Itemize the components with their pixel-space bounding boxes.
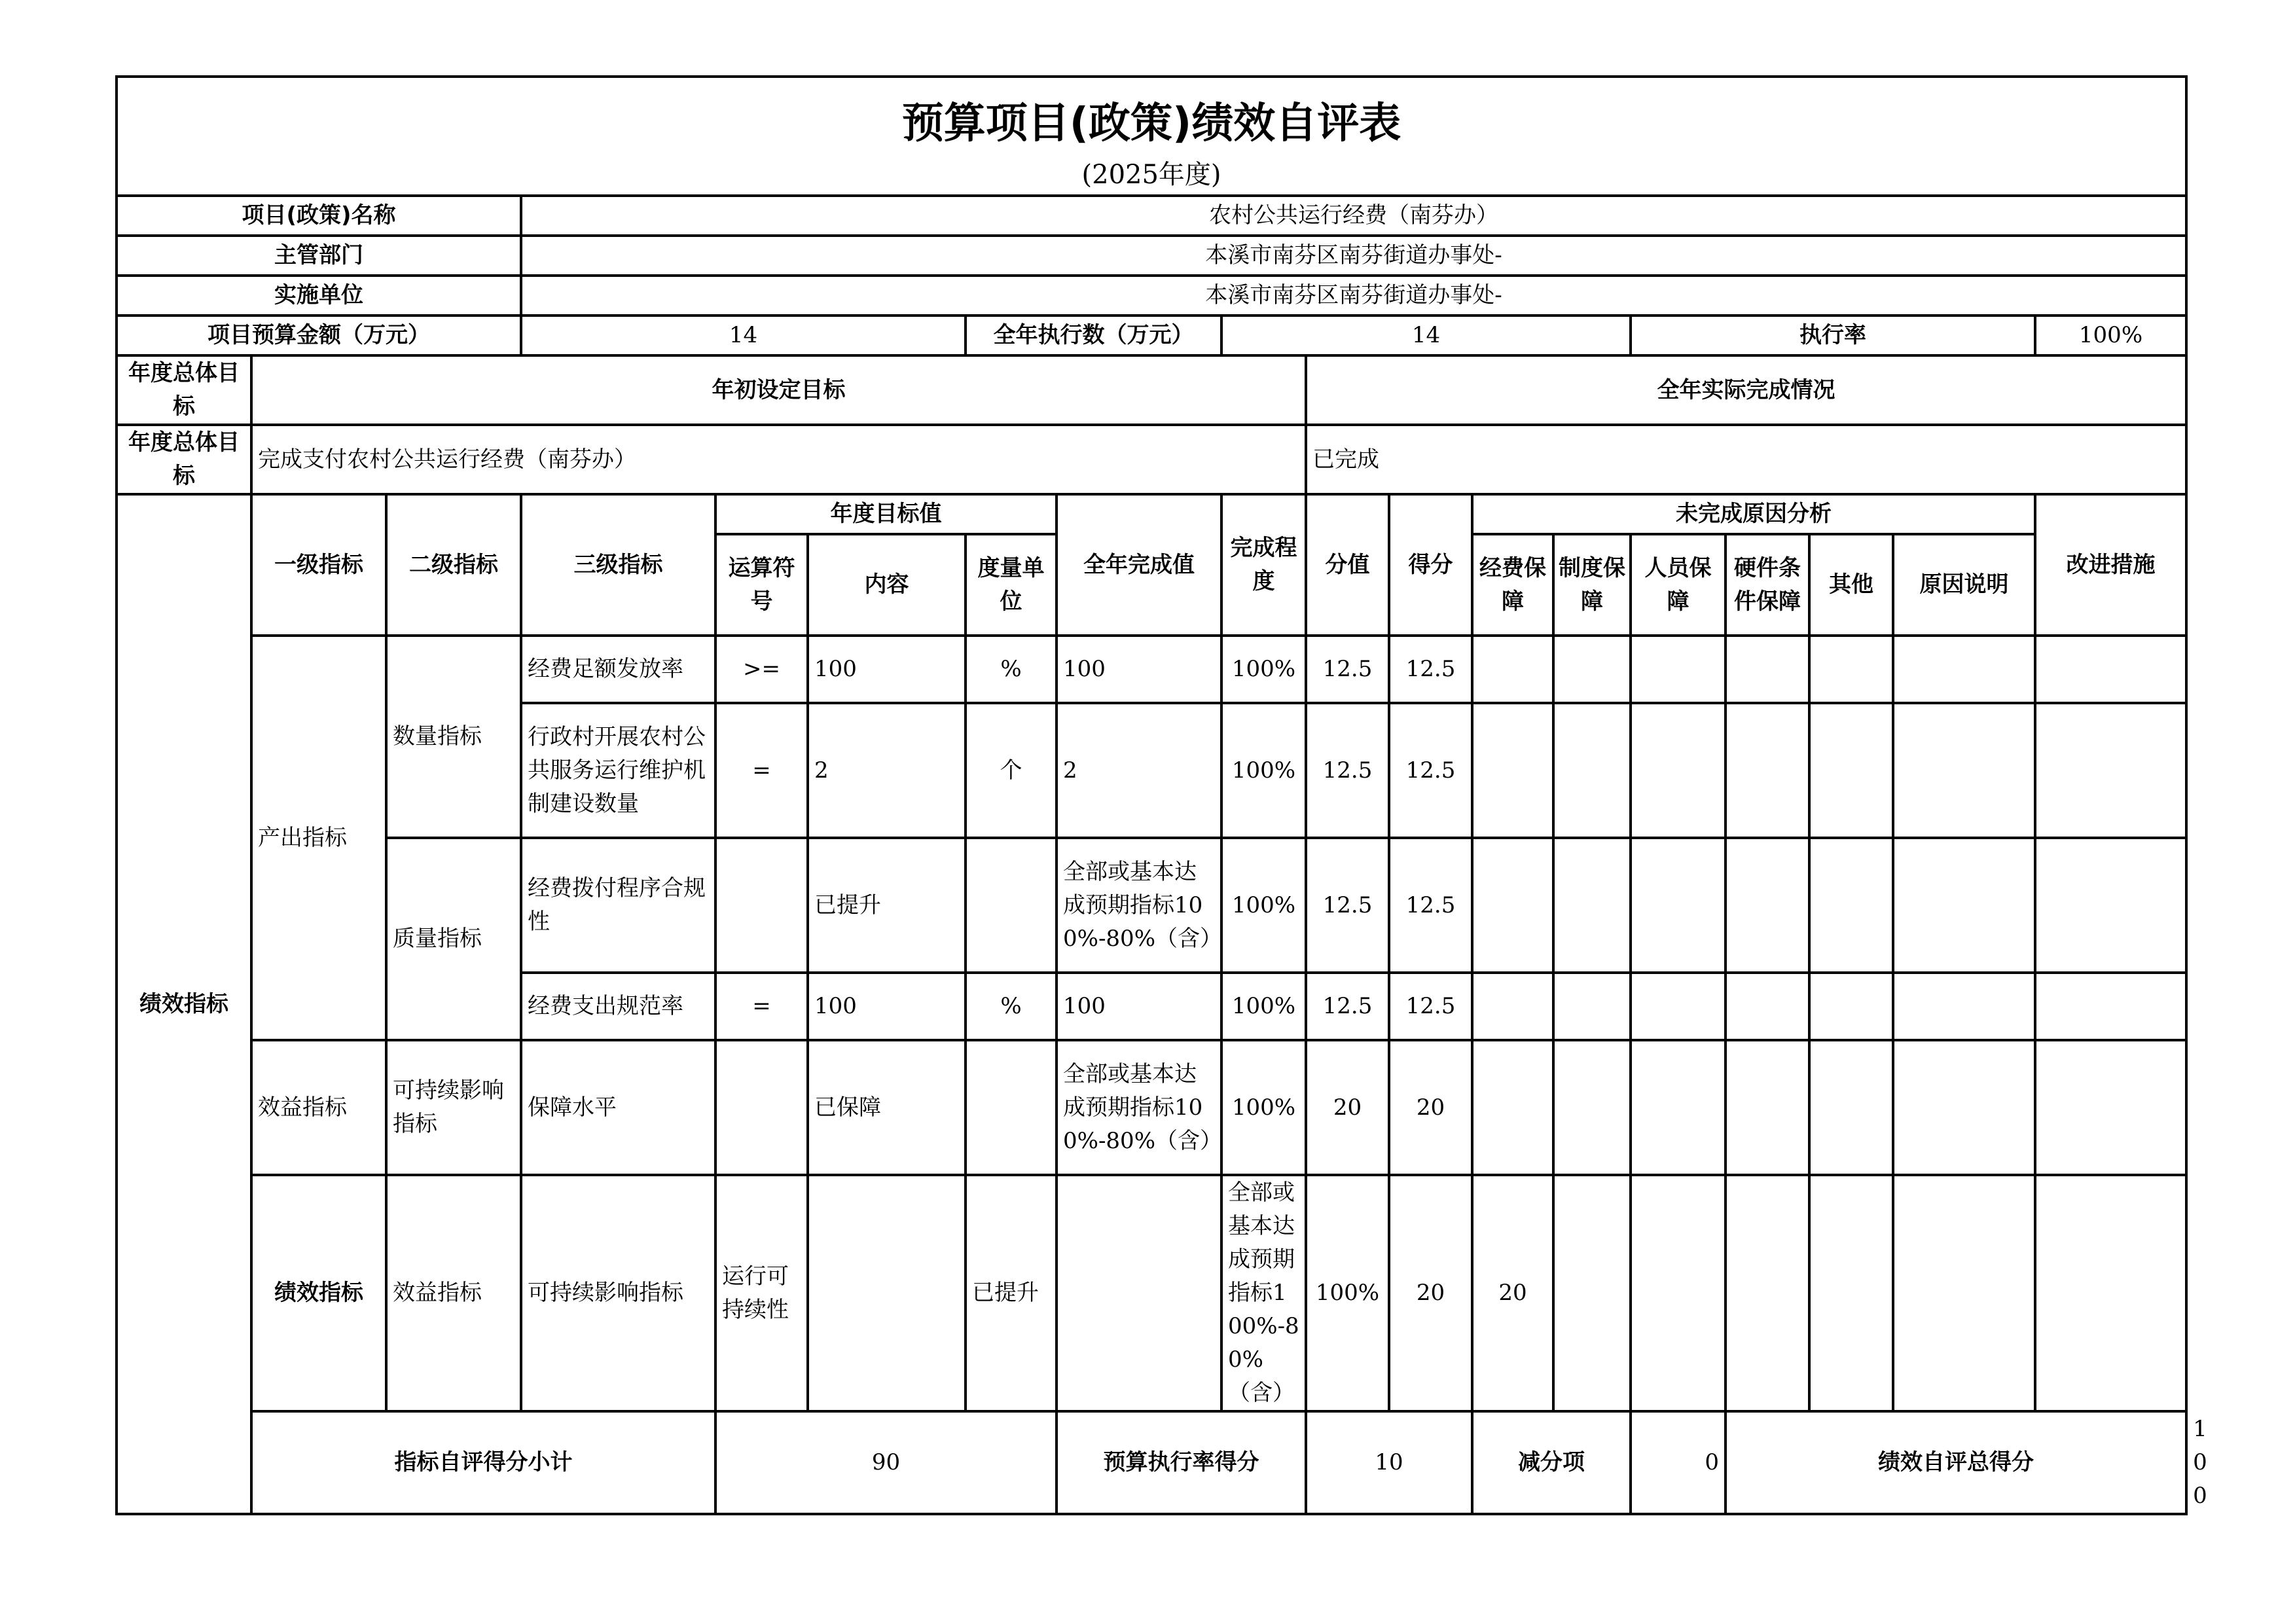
improve-header: 改进措施 bbox=[2035, 494, 2186, 636]
goal-actual-header: 全年实际完成情况 bbox=[1306, 355, 2186, 425]
row-op: = bbox=[715, 703, 808, 838]
empty-cell bbox=[1809, 1040, 1893, 1175]
row-op: = bbox=[715, 973, 808, 1040]
table-row bbox=[117, 838, 2186, 973]
row-content: 100 bbox=[808, 636, 966, 703]
benefit-indicator-label: 效益指标 bbox=[251, 1040, 386, 1175]
row-score: 20 bbox=[1389, 1040, 1472, 1175]
empty-cell bbox=[1631, 973, 1726, 1040]
row-score: 20 bbox=[1472, 1175, 1553, 1411]
row-name: 保障水平 bbox=[521, 1040, 715, 1175]
row-unit bbox=[966, 1040, 1057, 1175]
system-header: 制度保障 bbox=[1553, 534, 1631, 636]
empty-cell bbox=[1809, 838, 1893, 973]
empty-cell bbox=[1726, 1175, 1809, 1411]
dept-value: 本溪市南芬区南芬街道办事处- bbox=[521, 236, 2186, 276]
empty-cell bbox=[1631, 1175, 1726, 1411]
title-cell bbox=[117, 77, 2186, 155]
empty-cell bbox=[1809, 973, 1893, 1040]
empty-cell bbox=[1553, 636, 1631, 703]
table-row bbox=[117, 636, 2186, 703]
content-header: 内容 bbox=[808, 534, 966, 636]
row-op bbox=[715, 1040, 808, 1175]
row-score: 12.5 bbox=[1389, 838, 1472, 973]
row-content: 已提升 bbox=[808, 838, 966, 973]
score-header: 得分 bbox=[1389, 494, 1472, 636]
row-value: 12.5 bbox=[1306, 636, 1389, 703]
row-name: 运行可持续性 bbox=[715, 1175, 808, 1411]
empty-cell bbox=[1726, 1040, 1809, 1175]
row-op bbox=[715, 838, 808, 973]
deduct-value: 0 bbox=[1631, 1411, 1726, 1514]
empty-cell bbox=[1893, 838, 2035, 973]
level1-header: 一级指标 bbox=[251, 494, 386, 636]
row-done: 全部或基本达成预期指标100%-80%（含） bbox=[1057, 1040, 1221, 1175]
goal-set-header: 年初设定目标 bbox=[251, 355, 1306, 425]
row-degree: 100% bbox=[1221, 1040, 1306, 1175]
empty-cell bbox=[1553, 1040, 1631, 1175]
empty-cell bbox=[2035, 636, 2186, 703]
row-unit: 个 bbox=[966, 703, 1057, 838]
row-op: >= bbox=[715, 636, 808, 703]
total-label: 绩效自评总得分 bbox=[1726, 1411, 2186, 1514]
empty-cell bbox=[1472, 703, 1553, 838]
output-indicator-label: 产出指标 bbox=[251, 636, 386, 1040]
budget-label: 项目预算金额（万元） bbox=[117, 316, 521, 355]
operator-header: 运算符号 bbox=[715, 534, 808, 636]
empty-cell bbox=[1472, 636, 1553, 703]
empty-cell bbox=[1893, 973, 2035, 1040]
row-name: 经费拨付程序合规性 bbox=[521, 838, 715, 973]
row-unit bbox=[1057, 1175, 1221, 1411]
row-name: 经费支出规范率 bbox=[521, 973, 715, 1040]
row-value: 12.5 bbox=[1306, 703, 1389, 838]
goal-row-label: 年度总体目标 bbox=[117, 355, 251, 425]
row-done: 全部或基本达成预期指标100%-80%（含） bbox=[1221, 1175, 1306, 1411]
row-degree: 100% bbox=[1306, 1175, 1389, 1411]
row-degree: 100% bbox=[1221, 838, 1306, 973]
unit-header: 度量单位 bbox=[966, 534, 1057, 636]
hardware-header: 硬件条件保障 bbox=[1726, 534, 1809, 636]
deduct-label: 减分项 bbox=[1472, 1411, 1631, 1514]
table-row bbox=[117, 1040, 2186, 1175]
row-unit bbox=[966, 838, 1057, 973]
reason-analysis-header: 未完成原因分析 bbox=[1472, 494, 2035, 534]
empty-cell bbox=[1893, 1040, 2035, 1175]
empty-cell bbox=[1553, 838, 1631, 973]
subtitle-cell bbox=[117, 155, 2186, 196]
sustain-indicator-label: 可持续影响指标 bbox=[521, 1175, 715, 1411]
exec-label: 全年执行数（万元） bbox=[966, 316, 1221, 355]
empty-cell bbox=[1726, 703, 1809, 838]
funding-header: 经费保障 bbox=[1472, 534, 1553, 636]
row-done: 100 bbox=[1057, 636, 1221, 703]
page-subtitle: (2025年度) bbox=[1081, 160, 1221, 190]
empty-cell bbox=[1726, 838, 1809, 973]
goal-actual-value: 已完成 bbox=[1306, 425, 2186, 494]
empty-cell bbox=[1631, 1040, 1726, 1175]
rate-value: 100% bbox=[2035, 316, 2186, 355]
subtotal-value: 90 bbox=[715, 1411, 1057, 1514]
empty-cell bbox=[1631, 838, 1726, 973]
row-done: 100 bbox=[1057, 973, 1221, 1040]
degree-header: 完成程度 bbox=[1221, 494, 1306, 636]
impl-value: 本溪市南芬区南芬街道办事处- bbox=[521, 276, 2186, 316]
row-content: 已保障 bbox=[808, 1040, 966, 1175]
subtotal-label: 指标自评得分小计 bbox=[251, 1411, 715, 1514]
row-degree: 100% bbox=[1221, 973, 1306, 1040]
exec-value: 14 bbox=[1221, 316, 1631, 355]
annual-done-header: 全年完成值 bbox=[1057, 494, 1221, 636]
empty-cell bbox=[2035, 838, 2186, 973]
row-done: 2 bbox=[1057, 703, 1221, 838]
empty-cell bbox=[1893, 703, 2035, 838]
empty-cell bbox=[2035, 703, 2186, 838]
row-content: 100 bbox=[808, 973, 966, 1040]
reason-desc-header: 原因说明 bbox=[1893, 534, 2035, 636]
empty-cell bbox=[1472, 838, 1553, 973]
impl-label: 实施单位 bbox=[117, 276, 521, 316]
evaluation-table: 预算项目(政策)绩效自评表 (2025年度) 项目(政策)名称 农村公共运行经费（南芬办） 主管部门 本溪市南芬区南芬街道办事处- 实施单位 本溪市南芬区南芬街道办事处- 项目预算金额（万元） 14 全年执行数（万元） 14 执行率 100% 年度总体目标 年初设定目标 全年实际完成情况 年度总体目标 完成支付农村公共运行经费（南芬办） 已完成 绩效指标 一级指标 二级指标 三级指标 年度目标值 全年完成值 完成程度 分值 得分 未完成原因分析 改进措施 运算符号 内容 度量单位 经费保障 制度保障 人员保障 硬件条件保障 其他 原因说明 产出指标 数量指标 经费足额发放率 >= 100 % 100 100% 12.5 12.5 行政村开展农村公共服务运行维护机制建设数量 = 2 个 2 100% 12.5 12.5 质量指标 经费拨付程序合规性 已提升 全部或基本达成预期指标100%-80%（含） 100% 12.5 12.5 经费支出规范率 = 100 % 100 100% 12.5 12.5 效益指标 可持续影响指标 保障水平 已保障 全部或基本达成预期指标100%-80%（含） 100% 20 20 绩效指标 效益指标 可持续影响指标 运行可持续性 已提升 全部或基本达成预期指标100%-80%（含） 100% 20 20 指标自评得分小计 90 预算执行率得分 10 减分项 0 绩效自评总得分 100 bbox=[115, 75, 2188, 1515]
project-name-label: 项目(政策)名称 bbox=[117, 196, 521, 236]
quality-indicator-label: 质量指标 bbox=[386, 838, 521, 1040]
empty-cell bbox=[2035, 973, 2186, 1040]
personnel-header: 人员保障 bbox=[1631, 534, 1726, 636]
empty-cell bbox=[1631, 636, 1726, 703]
project-name-value: 农村公共运行经费（南芬办） bbox=[521, 196, 2186, 236]
row-done: 全部或基本达成预期指标100%-80%（含） bbox=[1057, 838, 1221, 973]
sustain-indicator-label: 可持续影响指标 bbox=[386, 1040, 521, 1175]
row-score: 12.5 bbox=[1389, 703, 1472, 838]
perf-indicator-label-2: 绩效指标 bbox=[251, 1175, 386, 1411]
empty-cell bbox=[1553, 973, 1631, 1040]
row-value: 12.5 bbox=[1306, 838, 1389, 973]
budget-value: 14 bbox=[521, 316, 966, 355]
row-value: 20 bbox=[1389, 1175, 1472, 1411]
row-name: 经费足额发放率 bbox=[521, 636, 715, 703]
row-score: 12.5 bbox=[1389, 636, 1472, 703]
rate-label: 执行率 bbox=[1631, 316, 2035, 355]
empty-cell bbox=[1726, 636, 1809, 703]
empty-cell bbox=[1893, 636, 2035, 703]
quantity-indicator-label: 数量指标 bbox=[386, 636, 521, 838]
perf-indicator-label: 绩效指标 bbox=[117, 494, 251, 1514]
level3-header: 三级指标 bbox=[521, 494, 715, 636]
goal-row-label: 年度总体目标 bbox=[117, 425, 251, 494]
dept-label: 主管部门 bbox=[117, 236, 521, 276]
empty-cell bbox=[1809, 636, 1893, 703]
row-degree: 100% bbox=[1221, 636, 1306, 703]
row-score: 12.5 bbox=[1389, 973, 1472, 1040]
row-content: 已提升 bbox=[966, 1175, 1057, 1411]
row-degree: 100% bbox=[1221, 703, 1306, 838]
empty-cell bbox=[1809, 1175, 1893, 1411]
row-unit: % bbox=[966, 636, 1057, 703]
evaluation-sheet bbox=[115, 75, 2207, 1515]
row-unit: % bbox=[966, 973, 1057, 1040]
budget-score-value: 10 bbox=[1306, 1411, 1472, 1514]
empty-cell bbox=[1631, 703, 1726, 838]
row-value: 20 bbox=[1306, 1040, 1389, 1175]
other-header: 其他 bbox=[1809, 534, 1893, 636]
annual-target-header: 年度目标值 bbox=[715, 494, 1057, 534]
empty-cell bbox=[1472, 973, 1553, 1040]
level2-header: 二级指标 bbox=[386, 494, 521, 636]
empty-cell bbox=[1809, 703, 1893, 838]
row-content: 2 bbox=[808, 703, 966, 838]
empty-cell bbox=[2035, 1175, 2186, 1411]
row-op bbox=[808, 1175, 966, 1411]
goal-set-value: 完成支付农村公共运行经费（南芬办） bbox=[251, 425, 1306, 494]
empty-cell bbox=[1893, 1175, 2035, 1411]
empty-cell bbox=[1472, 1040, 1553, 1175]
empty-cell bbox=[1553, 1175, 1631, 1411]
score-value-header: 分值 bbox=[1306, 494, 1389, 636]
row-value: 12.5 bbox=[1306, 973, 1389, 1040]
benefit-indicator-label: 效益指标 bbox=[386, 1175, 521, 1411]
empty-cell bbox=[1726, 973, 1809, 1040]
empty-cell bbox=[1553, 703, 1631, 838]
row-name: 行政村开展农村公共服务运行维护机制建设数量 bbox=[521, 703, 715, 838]
empty-cell bbox=[2035, 1040, 2186, 1175]
budget-score-label: 预算执行率得分 bbox=[1057, 1411, 1306, 1514]
page-title: 预算项目(政策)绩效自评表 bbox=[901, 99, 1401, 148]
table-row bbox=[117, 1175, 2186, 1411]
